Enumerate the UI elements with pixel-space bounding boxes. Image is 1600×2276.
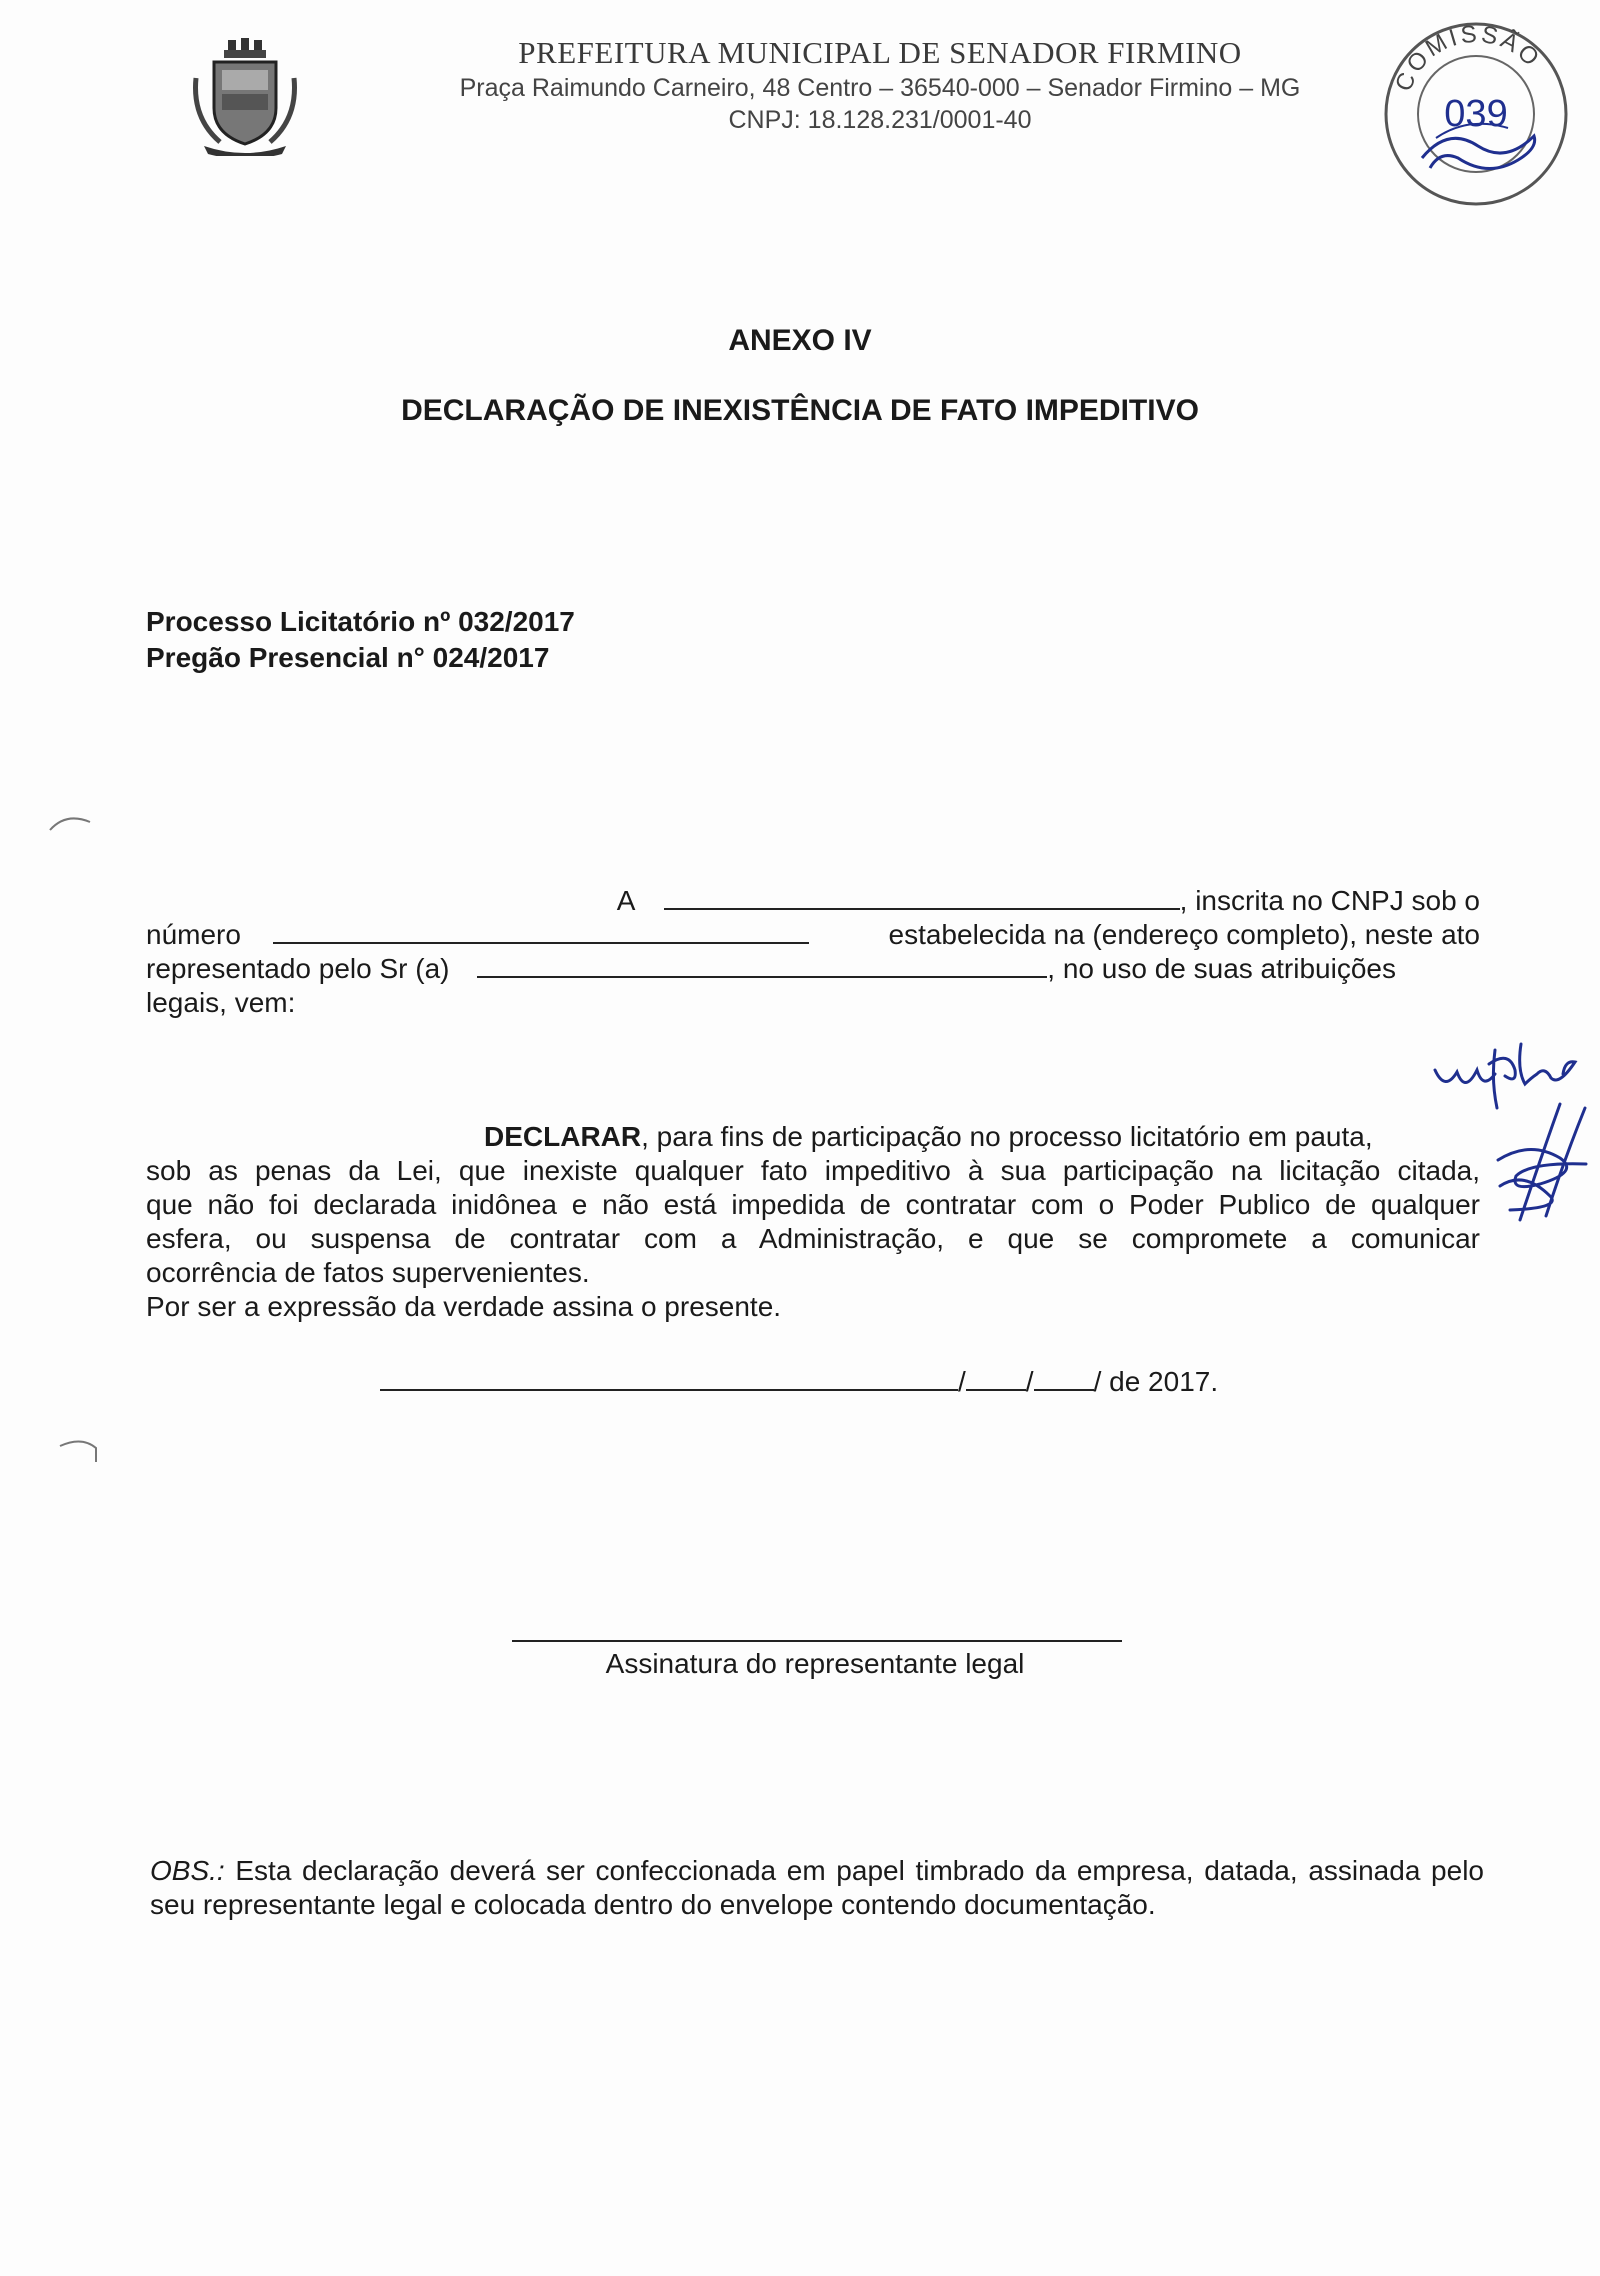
- process-info: [146, 604, 575, 676]
- declaration-line-5: ocorrência de fatos supervenientes.: [146, 1257, 590, 1288]
- handwritten-initials: [1425, 1020, 1595, 1110]
- obs-text: Esta declaração deverá ser confeccionada em papel timbrado da empresa, datada, assinada pelo seu representante legal e colocada dentro do envelope contendo documentação.: [150, 1855, 1484, 1920]
- process-number: Processo Licitatório nº 032/2017: [146, 606, 575, 637]
- institution-cnpj: CNPJ: 18.128.231/0001-40: [728, 106, 1032, 134]
- scan-mark-1: [46, 808, 96, 834]
- attributions-text: , no uso de suas atribuições: [1047, 953, 1396, 984]
- declaration-line-1: , para fins de participação no processo licitatório em pauta,: [641, 1121, 1373, 1152]
- declarar-keyword: DECLARAR: [484, 1121, 642, 1152]
- paragraph-identification: [146, 884, 1480, 1020]
- closing-statement: Por ser a expressão da verdade assina o presente.: [146, 1291, 782, 1322]
- scan-mark-2: [56, 1436, 106, 1466]
- svg-text:COMISSÃO: [1390, 21, 1546, 96]
- date-separator-1: /: [958, 1366, 966, 1397]
- date-line: [380, 1366, 1218, 1398]
- representative-label: representado pelo Sr (a): [146, 953, 450, 984]
- company-name-blank: [664, 886, 1180, 910]
- signature-label: Assinatura do representante legal: [605, 1648, 1025, 1679]
- commission-stamp: [1378, 18, 1574, 208]
- year-text: / de 2017.: [1093, 1366, 1219, 1397]
- institution-name: PREFEITURA MUNICIPAL DE SENADOR FIRMINO: [518, 35, 1242, 70]
- cnpj-number-blank: [273, 920, 809, 944]
- date-separator-2: /: [1025, 1366, 1034, 1397]
- address-text: estabelecida na (endereço completo), neste ato: [888, 919, 1480, 950]
- institution-address: Praça Raimundo Carneiro, 48 Centro – 36540-000 – Senador Firmino – MG: [459, 74, 1301, 102]
- legal-text: legais, vem:: [146, 987, 296, 1018]
- cnpj-intro: , inscrita no CNPJ sob o: [1179, 885, 1480, 916]
- company-intro: A: [616, 885, 634, 916]
- representative-name-blank: [477, 954, 1047, 978]
- declaration-title: DECLARAÇÃO DE INEXISTÊNCIA DE FATO IMPEDITIVO: [401, 394, 1199, 427]
- auction-number: Pregão Presencial n° 024/2017: [146, 642, 550, 673]
- municipal-crest-icon: [190, 38, 300, 156]
- stamp-text: COMISSÃO: [1390, 20, 1547, 96]
- declaration-line-2: sob as penas da Lei, que inexiste qualquer fato impeditivo à sua participação na licitação citada,: [146, 1155, 1480, 1186]
- handwritten-rubric: [1490, 1100, 1600, 1230]
- declaration-line-3: que não foi declarada inidônea e não está impedida de contratar com o Poder Publico de qualquer: [146, 1189, 1480, 1220]
- paragraph-declaration: [146, 1120, 1480, 1324]
- day-blank: [966, 1367, 1026, 1391]
- stamp-number: 039: [1444, 93, 1508, 135]
- month-blank: [1034, 1367, 1094, 1391]
- letterhead: [380, 34, 1380, 136]
- observation-note: [150, 1854, 1484, 1922]
- declaration-line-4: esfera, ou suspensa de contratar com a Administração, e que se compromete a comunicar: [146, 1223, 1480, 1254]
- annex-title: ANEXO IV: [728, 324, 872, 357]
- signature-line: [512, 1640, 1122, 1642]
- obs-label: OBS.:: [150, 1855, 225, 1886]
- number-label: número: [146, 919, 241, 950]
- place-blank: [380, 1367, 958, 1391]
